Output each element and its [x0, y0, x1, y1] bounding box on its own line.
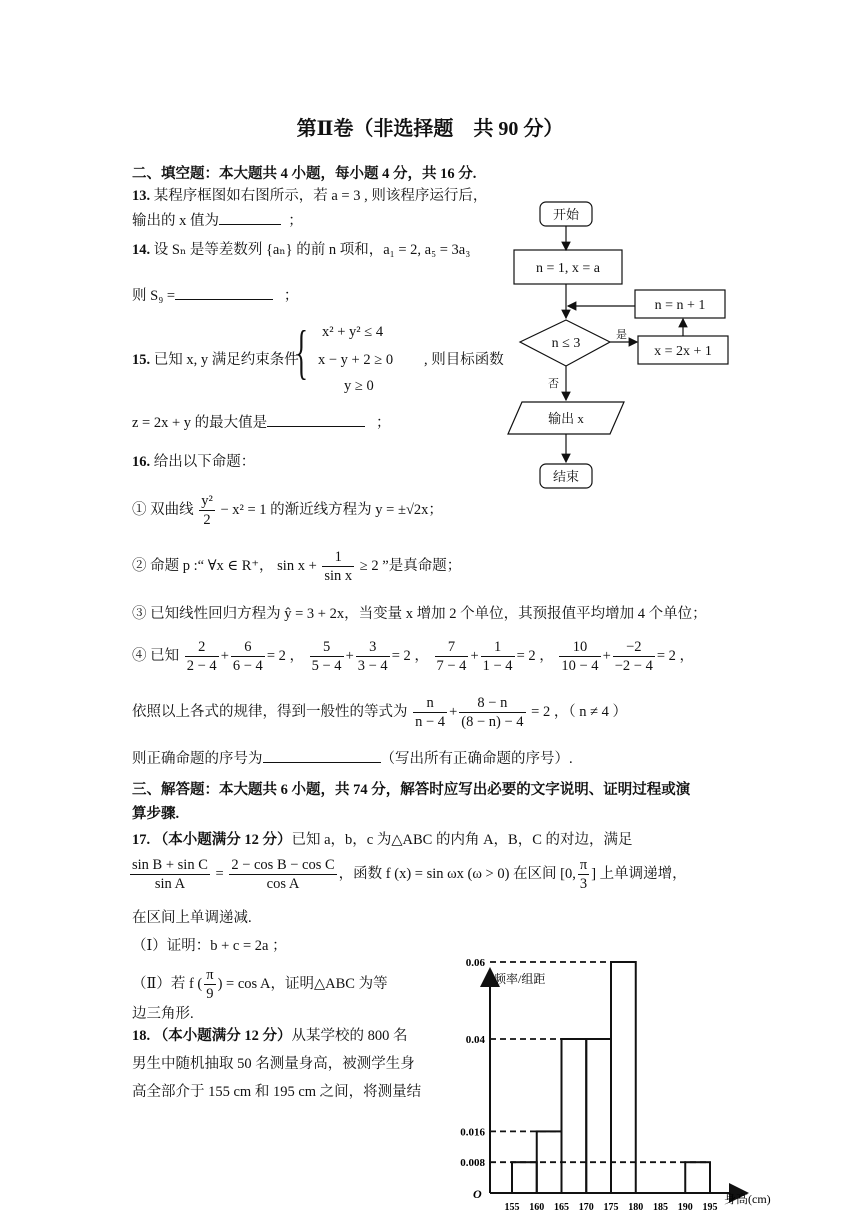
q16-answer-line: 则正确命题的序号为 （写出所有正确命题的序号）. — [132, 748, 573, 769]
q15-answer-blank[interactable] — [267, 412, 365, 427]
y-axis-label: 频率/组距 — [494, 972, 546, 986]
flow-increment-label: n = n + 1 — [654, 298, 706, 313]
q17-part-2-cont: 边三角形. — [132, 1006, 194, 1022]
q17-line2: $\frac{\text{sin B + sin C}}{\text{sin A}}$ = $\frac{\text{2 − cos B − cos C}}{\text{cos A}}$ ，函数 f (x) = sin ωx (ω > 0) 在区间 [0, $\frac{\pi}{3}$ ] 上单调递增， — [132, 857, 687, 892]
q17-part-1: （Ⅰ）证明：b + c = 2a ； — [132, 938, 287, 954]
q15-constraint-2: x − y + 2 ≥ 0 — [318, 352, 394, 368]
y-tick-label: 0.06 — [465, 957, 485, 969]
flow-condition-label: n ≤ 3 — [551, 336, 581, 351]
q15-constraint-1: x² + y² ≤ 4 — [322, 324, 384, 340]
q16-prop-4: ④ 已知 $\frac{2}{2 - 4}$ + $\frac{6}{6 - 4}$ = 2 ， $\frac{5}{5 - 4}$ + $\frac{3}{3 - 4}$ = 2 ， $\frac{7}{7 - 4}$ + $\frac{1}{1 - 4}$ = 2 ， $\frac{10}{10 - 4}$ + $\frac{-2}{-2 - 4}$ = 2 ， — [132, 639, 695, 674]
x-tick-label: 185 — [653, 1202, 668, 1213]
q16-answer-blank[interactable] — [263, 748, 381, 763]
x-axis-label: 身高(cm) — [724, 1192, 771, 1206]
flow-assign-label: x = 2x + 1 — [654, 344, 712, 359]
histogram-bar — [611, 962, 636, 1193]
section-2-heading: 二、填空题：本大题共 4 小题，每小题 4 分，共 16 分. — [132, 166, 477, 182]
flowchart — [500, 190, 740, 500]
q16-prop-2: ② 命题 p :“ ∀x ∈ R⁺， sin x + $\frac{1}{\text{sin x}}$ ≥ 2 ”是真命题； — [132, 549, 462, 584]
q16-prop-1: ① 双曲线 $\frac{\text{y²}}{2}$ − x² = 1 的渐近线方程为 y = ±√2x； — [132, 493, 443, 528]
q13-answer-blank[interactable] — [219, 210, 281, 225]
q16-prop-3: ③ 已知线性回归方程为 ŷ = 3 + 2x，当变量 x 增加 2 个单位，其预报值平均增加 4 个单位； — [132, 606, 707, 622]
y-tick-label: 0.008 — [460, 1157, 485, 1170]
origin-label: O — [473, 1187, 482, 1201]
flow-end-label: 结束 — [552, 469, 580, 484]
q13-line1: 13. 某程序框图如右图所示，若 a = 3 , 则该程序运行后， — [132, 188, 488, 204]
q16-general: 依照以上各式的规律，得到一般性的等式为 $\frac{n}{n - 4}$ + $\frac{8 - n}{(8 - n) - 4}$ = 2 ，（ n ≠ 4 ） — [132, 695, 628, 730]
q15-lead: 15. 已知 x, y 满足约束条件 — [132, 352, 299, 368]
histogram-bar — [685, 1162, 710, 1193]
x-tick-label: 190 — [677, 1202, 693, 1213]
flow-output-label: 输出 x — [548, 411, 584, 426]
section-3-heading: 三、解答题：本大题共 6 小题，共 74 分，解答时应写出必要的文字说明、证明过程或演 — [132, 782, 691, 798]
height-histogram — [440, 957, 790, 1213]
q15-brace: { — [295, 319, 308, 385]
flow-init-label: n = 1, x = a — [535, 261, 601, 276]
q18-line3: 高全部介于 155 cm 和 195 cm 之间，将测量结 — [132, 1084, 422, 1100]
x-tick-label: 160 — [529, 1202, 545, 1213]
x-tick-label: 165 — [554, 1202, 569, 1213]
y-tick-label: 0.016 — [460, 1126, 485, 1139]
x-tick-label: 155 — [504, 1202, 520, 1213]
histogram-bar — [512, 1162, 537, 1193]
q14-line1: 14. 设 Sₙ 是等差数列 {aₙ} 的前 n 项和，a₁ = 2, a₅ = 3a₃ — [132, 242, 471, 258]
q17-line1: 17. （本小题满分 12 分）已知 a，b，c 为△ABC 的内角 A，B，C 的对边，满足 — [132, 832, 633, 848]
q13-line2: 输出的 x 值为 ； — [132, 210, 303, 231]
q18-line2: 男生中随机抽取 50 名测量身高，被测学生身 — [132, 1056, 415, 1072]
y-tick-label: 0.04 — [465, 1034, 485, 1046]
q15-line2: z = 2x + y 的最大值是 ； — [132, 412, 391, 433]
q18-line1: 18. （本小题满分 12 分）从某学校的 800 名 — [132, 1028, 408, 1044]
q14-line2: 则 S₉ = ； — [132, 285, 298, 306]
histogram-bar — [562, 1039, 587, 1193]
q14-answer-blank[interactable] — [175, 285, 273, 300]
flow-start-label: 开始 — [552, 207, 580, 222]
histogram-bar — [586, 1039, 611, 1193]
q15-post: , 则目标函数 — [424, 352, 504, 368]
x-tick-label: 170 — [578, 1202, 594, 1213]
q16-intro: 16. 给出以下命题： — [132, 454, 256, 470]
flow-yes-label: 是 — [616, 329, 627, 341]
x-tick-label: 180 — [628, 1202, 644, 1213]
q17-line3: 在区间上单调递减. — [132, 910, 252, 926]
q17-part-2: （Ⅱ）若 f ( $\frac{\pi}{9}$ ) = cos A，证明△ABC 为等 — [132, 967, 388, 1002]
page-title: 第Ⅱ卷（非选择题 共 90 分） — [296, 118, 564, 140]
flow-no-label: 否 — [548, 378, 559, 390]
section-3-heading-cont: 算步骤. — [132, 806, 180, 822]
q15-constraint-3: y ≥ 0 — [344, 378, 374, 394]
x-tick-label: 175 — [603, 1202, 619, 1213]
x-tick-label: 195 — [702, 1202, 718, 1213]
